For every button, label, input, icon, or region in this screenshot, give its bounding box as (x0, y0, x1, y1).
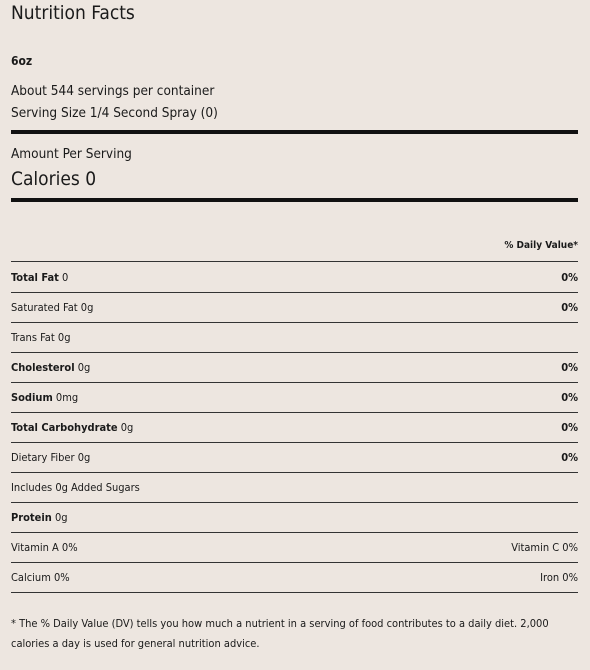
nutrient-row (11, 292, 578, 323)
calories: Calories 0 (11, 168, 97, 190)
nutrient-name: Cholesterol (11, 361, 75, 374)
nutrient-row (11, 382, 578, 413)
nutrient-amount: 0g (117, 421, 134, 434)
vitamin-right: Vitamin C 0% (511, 541, 578, 554)
nutrient-name: Sodium (11, 391, 53, 404)
vitamin-row (11, 532, 578, 563)
nutrient-amount: 0g (74, 451, 91, 464)
nutrient-row (11, 442, 578, 473)
nutrient-row (11, 352, 578, 383)
nutrient-dv: 0% (561, 391, 578, 404)
thick-divider (11, 130, 578, 134)
nutrient-name: Includes 0g Added Sugars (11, 481, 140, 494)
nutrient-row (11, 262, 578, 293)
nutrient-amount: 0g (77, 301, 94, 314)
nutrient-name: Trans Fat (11, 331, 55, 344)
nutrient-name: Saturated Fat (11, 301, 78, 314)
nutrient-row (11, 502, 578, 533)
nutrient-amount: 0mg (52, 391, 79, 404)
label-title: Nutrition Facts (11, 2, 135, 24)
nutrient-name: Total Carbohydrate (11, 421, 118, 434)
vitamin-left: Calcium 0% (11, 571, 70, 584)
nutrient-name: Dietary Fiber (11, 451, 75, 464)
nutrient-dv: 0% (561, 421, 578, 434)
footnote: * The % Daily Value (DV) tells you how much a nutrient in a serving of food contributes to a daily diet. 2,000 calories a day is used for general nutrition advice. (11, 617, 549, 650)
nutrient-amount: 0g (54, 331, 71, 344)
nutrient-row (11, 472, 578, 503)
vitamin-right: Iron 0% (540, 571, 578, 584)
serving-size: Serving Size 1/4 Second Spray (0) (11, 105, 218, 121)
nutrient-name: Total Fat (11, 271, 59, 284)
nutrient-name: Protein (11, 511, 52, 524)
amount-per-serving: Amount Per Serving (11, 146, 132, 162)
nutrient-amount: 0g (74, 361, 91, 374)
servings-per-container: About 544 servings per container (11, 83, 215, 99)
nutrient-dv: 0% (561, 271, 578, 284)
nutrient-row (11, 412, 578, 443)
package-size: 6oz (11, 54, 33, 68)
nutrient-dv: 0% (561, 451, 578, 464)
vitamin-row (11, 562, 578, 593)
vitamin-left: Vitamin A 0% (11, 541, 78, 554)
nutrient-amount: 0g (51, 511, 68, 524)
nutrient-dv: 0% (561, 361, 578, 374)
daily-value-header: % Daily Value* (504, 240, 578, 251)
thick-divider (11, 198, 578, 202)
nutrient-row (11, 322, 578, 353)
nutrient-dv: 0% (561, 301, 578, 314)
nutrient-amount: 0 (58, 271, 69, 284)
